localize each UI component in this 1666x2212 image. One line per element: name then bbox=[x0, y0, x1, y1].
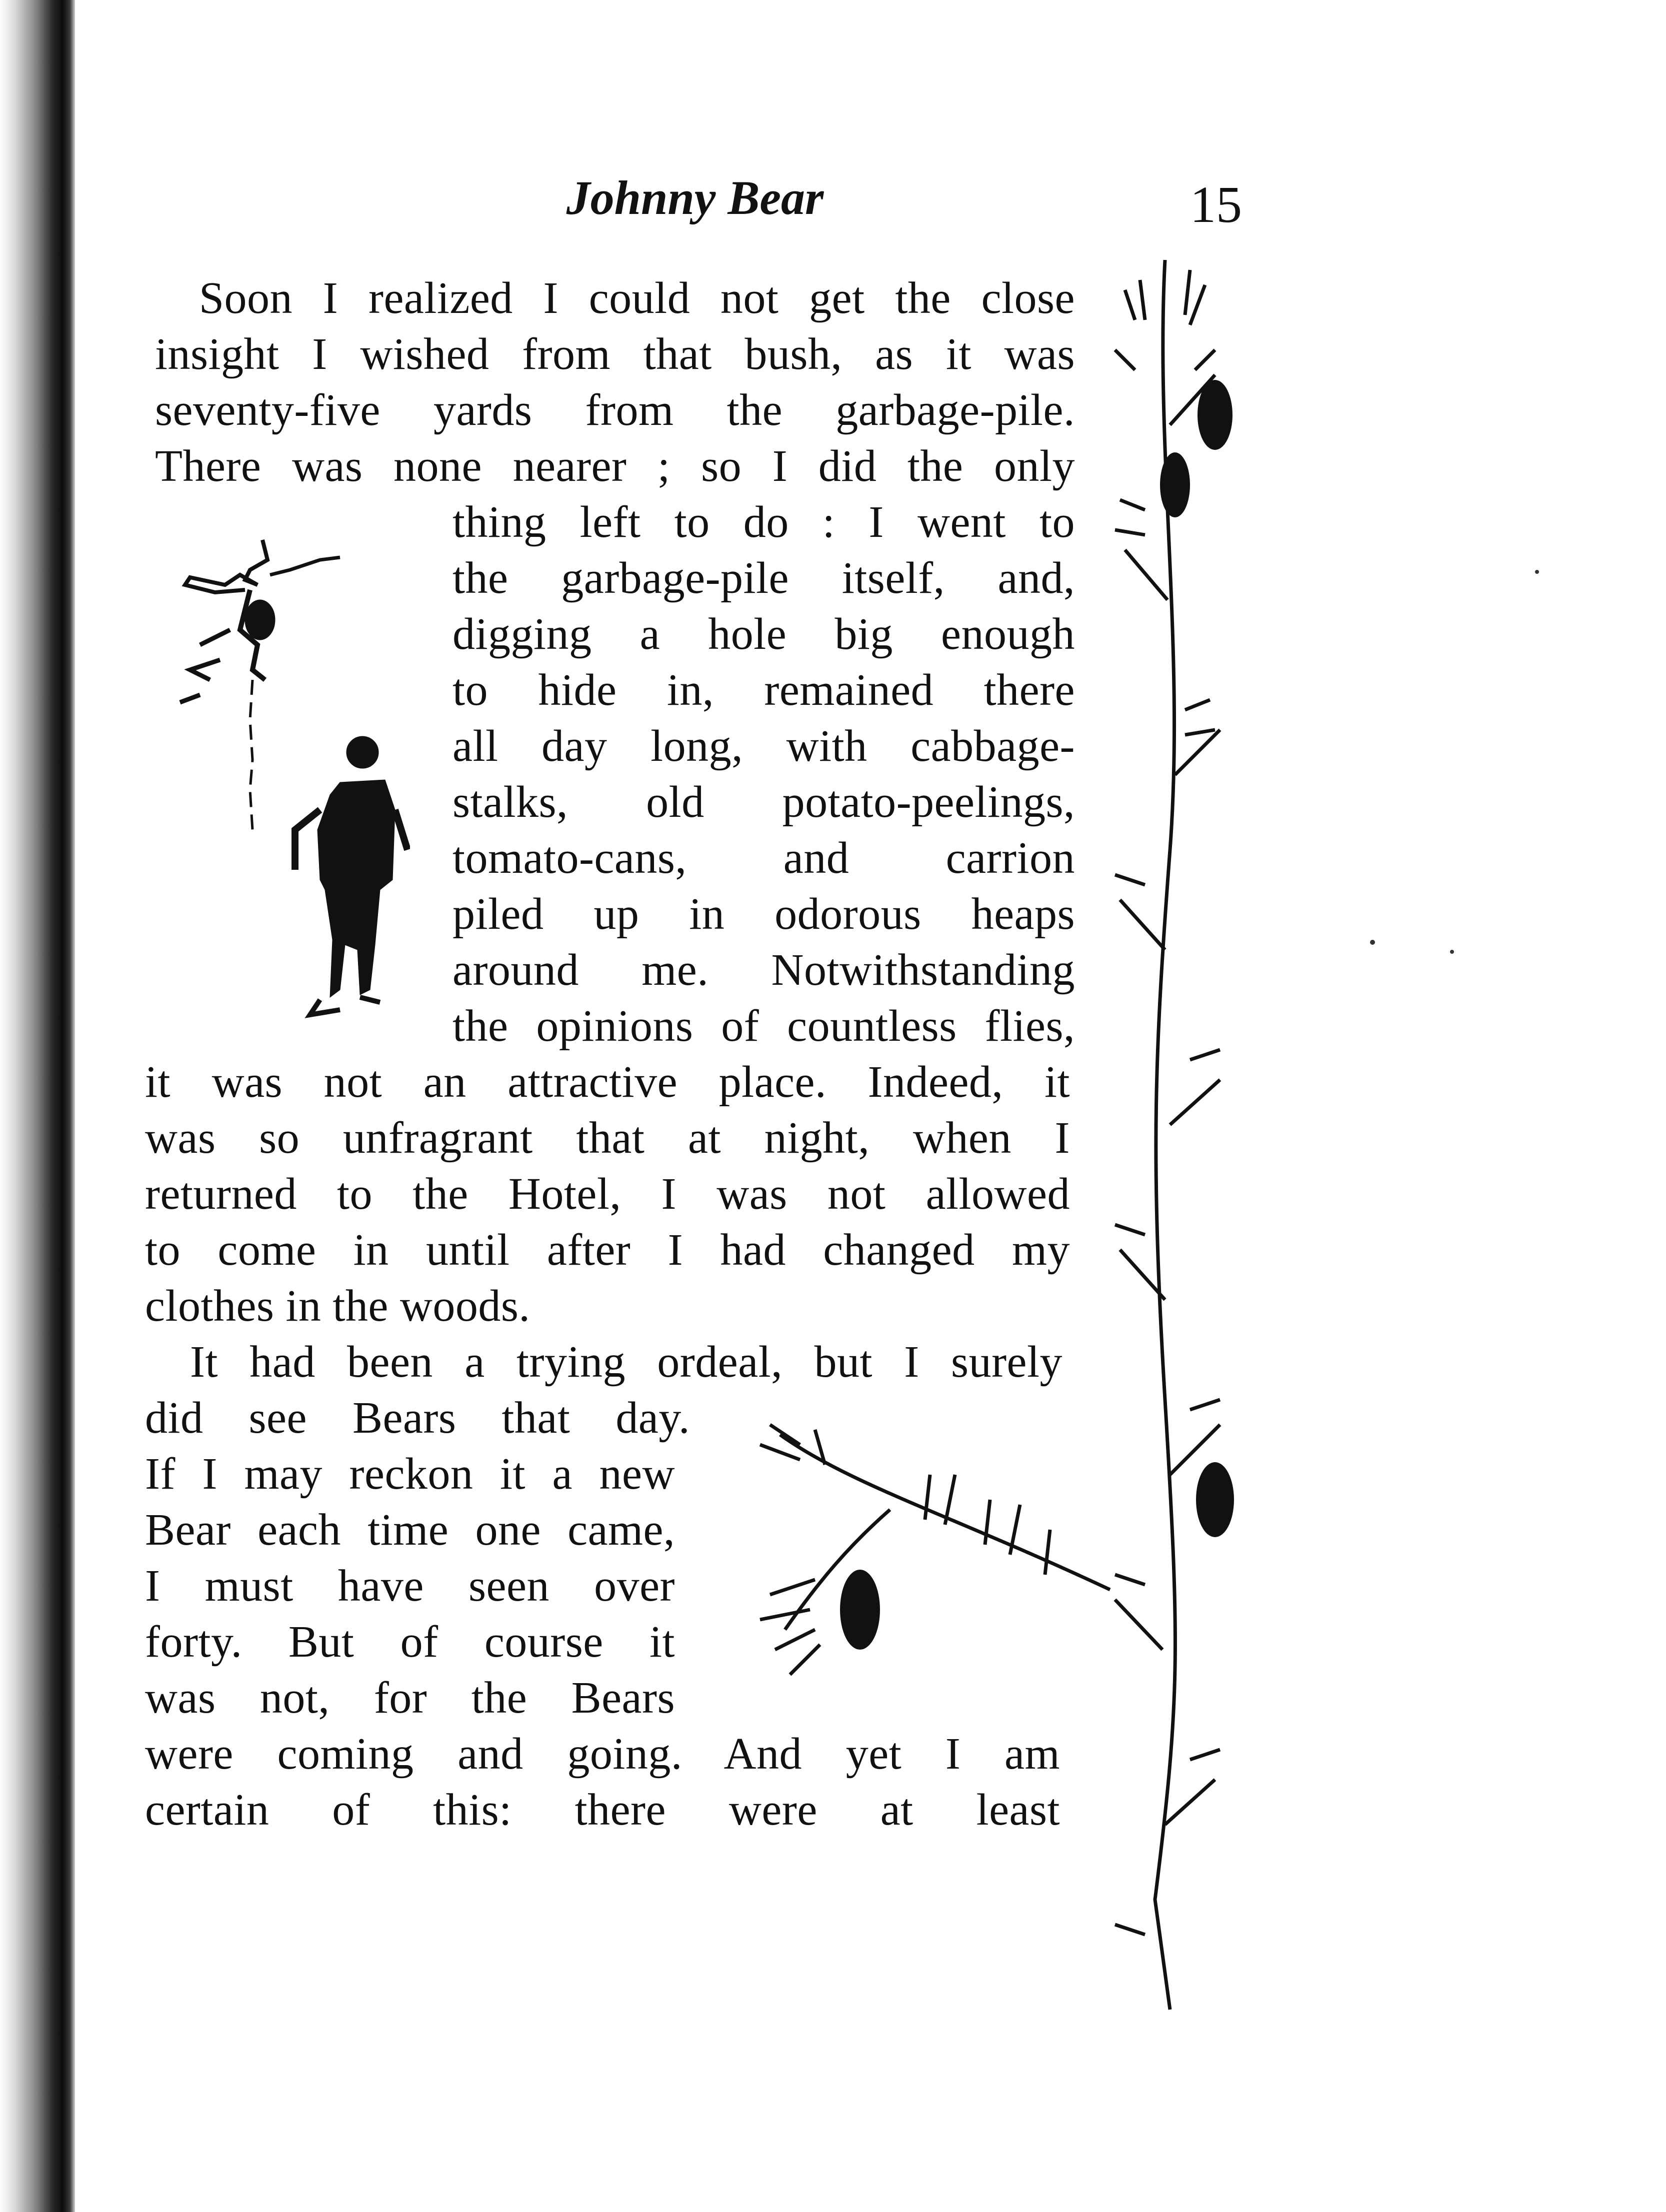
text-line: piled up in odorous heaps bbox=[452, 889, 1075, 939]
page-speck bbox=[1535, 570, 1539, 574]
page-speck bbox=[1370, 940, 1375, 945]
page-number: 15 bbox=[1190, 176, 1242, 233]
text-line: stalks, old potato-peelings, bbox=[452, 777, 1075, 827]
text-line: returned to the Hotel, I was not allowed bbox=[145, 1169, 1070, 1219]
text-line: did see Bears that day. bbox=[145, 1393, 690, 1443]
text-line: certain of this: there were at least bbox=[145, 1785, 1060, 1835]
text-line: it was not an attractive place. Indeed, it bbox=[145, 1057, 1070, 1107]
text-line: I must have seen over bbox=[145, 1561, 675, 1611]
book-spine-shadow bbox=[0, 0, 75, 2212]
text-line: It had been a trying ordeal, but I surely bbox=[190, 1337, 1062, 1387]
page-speck bbox=[1450, 950, 1454, 954]
text-line: was so unfragrant that at night, when I bbox=[145, 1113, 1070, 1163]
text-line: to come in until after I had changed my bbox=[145, 1225, 1070, 1275]
text-line: around me. Notwithstanding bbox=[452, 945, 1075, 995]
text-line: There was none nearer ; so I did the only bbox=[155, 441, 1075, 491]
text-line: the opinions of countless flies, bbox=[452, 1001, 1075, 1051]
text-line: insight I wished from that bush, as it was bbox=[155, 329, 1075, 379]
text-line: all day long, with cabbage- bbox=[452, 721, 1075, 771]
pine-sprig-illustration bbox=[740, 1415, 1120, 1715]
running-head-title: Johnny Bear bbox=[566, 171, 824, 224]
text-line: If I may reckon it a new bbox=[145, 1449, 675, 1499]
scarecrow-man-illustration bbox=[170, 530, 410, 1050]
text-line: to hide in, remained there bbox=[452, 665, 1075, 715]
text-line: thing left to do : I went to bbox=[452, 497, 1075, 547]
text-line: forty. But of course it bbox=[145, 1617, 675, 1667]
text-line: was not, for the Bears bbox=[145, 1673, 675, 1723]
text-line: Soon I realized I could not get the close bbox=[199, 273, 1075, 323]
text-line: clothes in the woods. bbox=[145, 1281, 530, 1331]
text-line: Bear each time one came, bbox=[145, 1505, 675, 1555]
text-line: seventy-five yards from the garbage-pile. bbox=[155, 385, 1075, 435]
pine-branch-border-illustration bbox=[1095, 250, 1245, 2030]
text-line: digging a hole big enough bbox=[452, 609, 1075, 659]
text-line: were coming and going. And yet I am bbox=[145, 1729, 1060, 1779]
text-line: tomato-cans, and carrion bbox=[452, 833, 1075, 883]
text-line: the garbage-pile itself, and, bbox=[452, 553, 1075, 603]
